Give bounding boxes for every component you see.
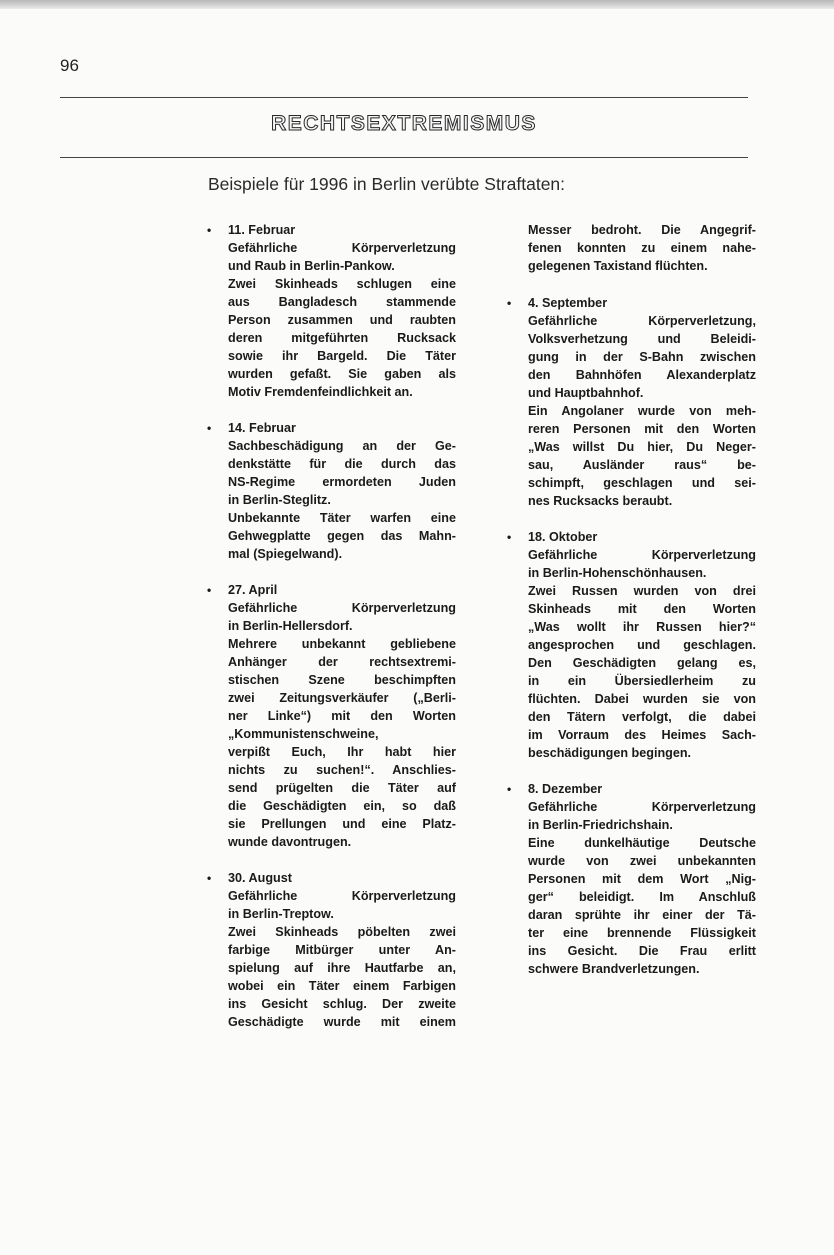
- incident-text-line: und Raub in Berlin-Pankow.: [228, 259, 395, 273]
- incident-text-line: wobei ein Täter einem Farbigen: [228, 979, 456, 993]
- incident-text-line: den Bahnhöfen Alexanderplatz: [528, 368, 756, 382]
- incident-text-line: in ein Übersiedlerheim zu: [528, 674, 756, 688]
- incident-text-line: ger“ beleidigt. Im Anschluß: [528, 890, 756, 904]
- incident-text-line: schimpft, geschlagen und sei-: [528, 476, 756, 490]
- incident-text-line: ins Gesicht. Die Frau erlitt: [528, 944, 756, 958]
- incident-text-line: Gefährliche Körperverletzung,: [528, 314, 756, 328]
- incident-text-line: nichts zu suchen!“. Anschlies-: [228, 763, 456, 777]
- incident-date: 27. April: [228, 583, 278, 597]
- incident-text-line: Personen mit dem Wort „Nig-: [528, 872, 756, 886]
- incident-text-line: Den Geschädigten gelang es,: [528, 656, 756, 670]
- incident-text-line: Eine dunkelhäutige Deutsche: [528, 836, 756, 850]
- incident-text-line: in Berlin-Treptow.: [228, 907, 334, 921]
- page-number: 96: [60, 56, 79, 75]
- incident-entry: [507, 294, 756, 510]
- incident-text-line: „Was wollt ihr Russen hier?“: [528, 620, 756, 634]
- incident-date: 4. September: [528, 296, 608, 310]
- incident-text-line: Gefährliche Körperverletzung: [228, 241, 456, 255]
- incident-entry: [207, 869, 456, 1031]
- incident-text-line: flüchten. Dabei wurden sie von: [528, 692, 756, 706]
- incident-text-line: NS-Regime ermordeten Juden: [228, 475, 456, 489]
- continuation-line: fenen konnten zu einem nahe-: [528, 241, 756, 255]
- section-title: RECHTSEXTREMISMUS: [271, 112, 537, 135]
- incident-text-line: wunde davontrugen.: [228, 835, 352, 849]
- incident-text-line: Zwei Skinheads pöbelten zwei: [228, 925, 456, 939]
- incident-text-line: Gefährliche Körperverletzung: [528, 800, 756, 814]
- incident-text-line: ter eine brennende Flüssigkeit: [528, 926, 756, 940]
- bullet-icon: •: [207, 421, 212, 435]
- incident-text-line: Anhänger der rechtsextremi-: [228, 655, 456, 669]
- incident-date: 14. Februar: [228, 421, 296, 435]
- incident-text-line: den Tätern verfolgt, die dabei: [528, 710, 756, 724]
- incident-text-line: farbige Mitbürger unter An-: [228, 943, 456, 957]
- incident-date: 30. August: [228, 871, 292, 885]
- incident-text-line: schwere Brandverletzungen.: [528, 962, 700, 976]
- scan-top-edge: [0, 0, 834, 9]
- right-column: [507, 221, 756, 996]
- bullet-icon: •: [207, 583, 212, 597]
- incident-date: 11. Februar: [228, 223, 296, 237]
- incident-text-line: Sachbeschädigung an der Ge-: [228, 439, 456, 453]
- continuation-text: [528, 221, 756, 275]
- incident-text-line: angesprochen und geschlagen.: [528, 638, 756, 652]
- incident-text-line: mal (Spiegelwand).: [228, 547, 343, 561]
- incident-text-line: wurde von zwei unbekannten: [528, 854, 756, 868]
- incident-text-line: aus Bangladesch stammende: [228, 295, 456, 309]
- incident-text-line: Mehrere unbekannt gebliebene: [228, 637, 456, 651]
- bullet-icon: •: [507, 530, 512, 544]
- incident-text-line: Person zusammen und raubten: [228, 313, 456, 327]
- incident-text-line: daran sprühte ihr einer der Tä-: [528, 908, 756, 922]
- incident-text-line: „Was willst Du hier, Du Neger-: [528, 440, 756, 454]
- incident-text-line: spielung auf ihre Hautfarbe an,: [228, 961, 456, 975]
- incident-text-line: „Kommunistenschweine,: [228, 727, 379, 741]
- incident-date: 8. Dezember: [528, 782, 603, 796]
- incident-text-line: Volksverhetzung und Beleidi-: [528, 332, 756, 346]
- incident-text-line: Ein Angolaner wurde von meh-: [528, 404, 756, 418]
- incident-text-line: in Berlin-Hohenschönhausen.: [528, 566, 707, 580]
- incident-text-line: wurden gefaßt. Sie gaben als: [228, 367, 456, 381]
- header-rule-top: [60, 97, 748, 98]
- incident-text-line: Zwei Russen wurden von drei: [528, 584, 756, 598]
- incident-text-line: im Vorraum des Heimes Sach-: [528, 728, 756, 742]
- incident-text-line: sowie ihr Bargeld. Die Täter: [228, 349, 456, 363]
- bullet-icon: •: [507, 296, 512, 310]
- incident-text-line: in Berlin-Hellersdorf.: [228, 619, 353, 633]
- incident-text-line: gung in der S-Bahn zwischen: [528, 350, 756, 364]
- incident-text-line: send prügelten die Täter auf: [228, 781, 456, 795]
- incident-entry: [207, 221, 456, 401]
- bullet-icon: •: [207, 871, 212, 885]
- page-subtitle: Beispiele für 1996 in Berlin verübte Straftaten:: [208, 174, 566, 194]
- continuation-line: Messer bedroht. Die Angegrif-: [528, 223, 756, 237]
- incident-text-line: Gefährliche Körperverletzung: [228, 889, 456, 903]
- incident-text-line: zwei Zeitungsverkäufer („Berli-: [228, 691, 456, 705]
- incident-entry: [507, 780, 756, 978]
- incident-text-line: Geschädigte wurde mit einem: [228, 1015, 456, 1029]
- incident-text-line: deren mitgeführten Rucksack: [228, 331, 456, 345]
- incident-text-line: Skinheads mit den Worten: [528, 602, 756, 616]
- incident-text-line: ins Gesicht schlug. Der zweite: [228, 997, 456, 1011]
- incident-text-line: Gefährliche Körperverletzung: [228, 601, 456, 615]
- incident-text-line: und Hauptbahnhof.: [528, 386, 644, 400]
- incident-text-line: nes Rucksacks beraubt.: [528, 494, 673, 508]
- incident-text-line: sie Prellungen und eine Platz-: [228, 817, 456, 831]
- bullet-icon: •: [207, 223, 212, 237]
- incident-entry: [507, 528, 756, 762]
- incident-text-line: Motiv Fremdenfeindlichkeit an.: [228, 385, 413, 399]
- incident-text-line: die Geschädigten ein, so daß: [228, 799, 456, 813]
- incident-text-line: denkstätte für die durch das: [228, 457, 456, 471]
- incident-text-line: in Berlin-Friedrichshain.: [528, 818, 673, 832]
- continuation-line: gelegenen Taxistand flüchten.: [528, 259, 708, 273]
- incident-date: 18. Oktober: [528, 530, 598, 544]
- incident-text-line: beschädigungen begingen.: [528, 746, 692, 760]
- incident-text-line: Gefährliche Körperverletzung: [528, 548, 756, 562]
- incident-text-line: verpißt Euch, Ihr habt hier: [228, 745, 456, 759]
- header-rule-bottom: [60, 157, 748, 158]
- incident-text-line: sau, Ausländer raus“ be-: [528, 458, 756, 472]
- incident-entry: [207, 419, 456, 563]
- incident-text-line: reren Personen mit den Worten: [528, 422, 756, 436]
- incident-text-line: stischen Szene beschimpften: [228, 673, 456, 687]
- incident-text-line: Unbekannte Täter warfen eine: [228, 511, 456, 525]
- bullet-icon: •: [507, 782, 512, 796]
- incident-text-line: ner Linke“) mit den Worten: [228, 709, 456, 723]
- left-column: [207, 221, 456, 1049]
- incident-text-line: Gehwegplatte gegen das Mahn-: [228, 529, 456, 543]
- incident-entry: [207, 581, 456, 851]
- incident-text-line: Zwei Skinheads schlugen eine: [228, 277, 456, 291]
- incident-text-line: in Berlin-Steglitz.: [228, 493, 331, 507]
